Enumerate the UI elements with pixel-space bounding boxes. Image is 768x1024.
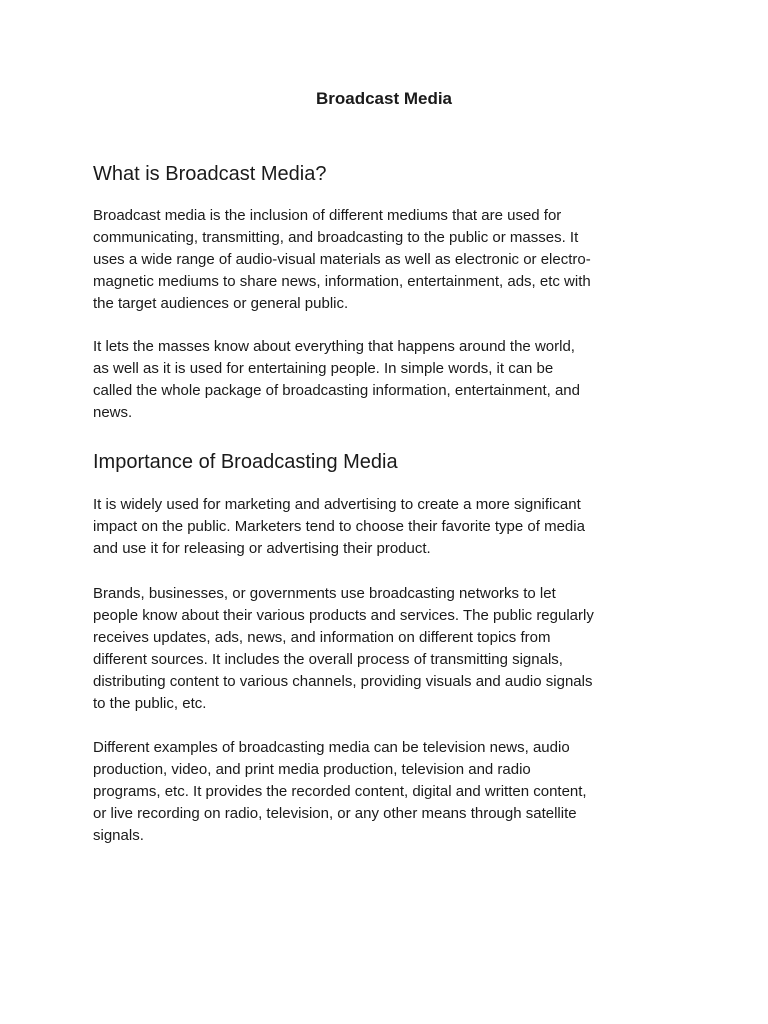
section-heading: What is Broadcast Media? (93, 163, 327, 185)
paragraph (93, 205, 703, 315)
text-line: called the whole package of broadcasting information, entertainment, and (93, 382, 580, 399)
text-line: programs, etc. It provides the recorded content, digital and written content, (93, 783, 587, 800)
document-title: Broadcast Media (315, 89, 453, 108)
text-line: distributing content to various channels, providing visuals and audio signals (93, 673, 593, 690)
text-line: It is widely used for marketing and advertising to create a more significant (93, 496, 581, 513)
text-line: news. (93, 404, 133, 421)
text-line: magnetic mediums to share news, information, entertainment, ads, etc with (93, 273, 591, 290)
paragraph (93, 336, 703, 424)
section-heading: Importance of Broadcasting Media (93, 451, 398, 473)
text-line: signals. (93, 827, 144, 844)
text-line: as well as it is used for entertaining people. In simple words, it can be (93, 360, 554, 377)
text-line: Broadcast media is the inclusion of different mediums that are used for (93, 207, 562, 224)
text-line: and use it for releasing or advertising their product. (93, 540, 431, 557)
text-line: Different examples of broadcasting media can be television news, audio (93, 739, 570, 756)
text-line: to the public, etc. (93, 695, 207, 712)
text-line: communicating, transmitting, and broadcasting to the public or masses. It (93, 229, 579, 246)
paragraph (93, 494, 703, 560)
text-line: different sources. It includes the overall process of transmitting signals, (93, 651, 563, 668)
paragraph (93, 737, 703, 847)
text-line: production, video, and print media production, television and radio (93, 761, 531, 778)
paragraph (93, 583, 703, 715)
text-line: receives updates, ads, news, and information on different topics from (93, 629, 551, 646)
text-line: or live recording on radio, television, or any other means through satellite (93, 805, 577, 822)
text-line: people know about their various products and services. The public regularly (93, 607, 594, 624)
text-line: It lets the masses know about everything that happens around the world, (93, 338, 575, 355)
text-line: uses a wide range of audio-visual materials as well as electronic or electro- (93, 251, 591, 268)
text-line: Brands, businesses, or governments use broadcasting networks to let (93, 585, 556, 602)
text-line: impact on the public. Marketers tend to choose their favorite type of media (93, 518, 585, 535)
text-line: the target audiences or general public. (93, 295, 349, 312)
